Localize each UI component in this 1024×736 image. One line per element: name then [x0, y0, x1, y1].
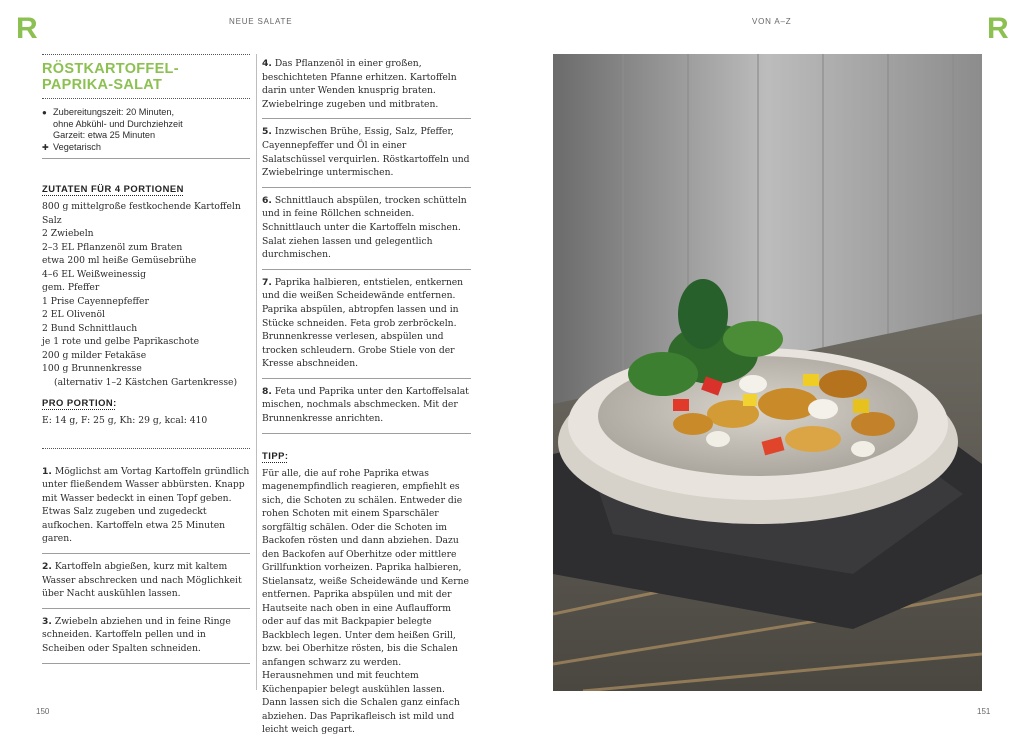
step-number: 4. — [262, 58, 272, 69]
ingredient-item: Salz — [42, 214, 62, 226]
step-number: 2. — [42, 561, 52, 573]
step-number: 5. — [262, 126, 272, 138]
divider — [42, 54, 250, 55]
step-text: Schnittlauch abspülen, trocken schütteln und in feine Röllchen schneiden. Schnittlauch unter die Kartoffeln mischen. Salat ziehen lassen und gelegentlich durchmischen. — [262, 194, 467, 261]
meta-text: Vegetarisch — [53, 141, 102, 152]
meta-text: ohne Abkühl- und Durchziehzeit — [53, 118, 183, 129]
ingredient-item: 200 g milder Fetakäse — [42, 349, 147, 361]
clock-icon: ● — [42, 108, 47, 117]
step-7 — [262, 270, 471, 378]
recipe-title — [42, 61, 250, 93]
ingredient-item: 4–6 EL Weißweinessig — [42, 268, 146, 280]
section-letter-right: R — [987, 12, 1009, 45]
portion-heading: PRO PORTION: — [42, 397, 117, 408]
meta-row — [42, 119, 250, 131]
tip-text: Für alle, die auf rohe Paprika etwas magenempfindlich reagieren, empfiehlt es sich, die Schoten zu schälen. Entweder die rohen Schoten mit einem Sparschäler sorgfältig schälen. Oder die Schoten im Backofen rösten und dann abziehen. Dazu den Backofen auf Oberhitze oder mittlere Grillfunktion vorheizen. Paprika halbieren, Stielansatz, weiße Scheidewände und Kerne entfernen. Paprika abspülen und mit der Hautseite nach oben in eine Auflaufform oder auf das mit Backpapier belegte Backblech legen. Unter dem heißen Grill, bzw. bei Oberhitze rösten, bis die Schalen anfangen schwarz zu werden. Herausnehmen und mit feuchtem Küchenpapier belegt auskühlen lassen. Dann lassen sich die Schalen ganz einfach abziehen. Das Paprikafleisch ist mild und leicht weich gegart. — [262, 467, 469, 736]
ingredients-heading: ZUTATEN FÜR 4 PORTIONEN — [42, 183, 184, 194]
step-number: 1. — [42, 465, 52, 477]
salad-photo — [553, 54, 982, 691]
step-number: 6. — [262, 194, 272, 206]
salad-bowl-illustration — [553, 54, 982, 691]
divider — [42, 663, 250, 664]
step-4 — [262, 54, 471, 118]
step-8 — [262, 379, 471, 433]
ingredient-item: (alternativ 1–2 Kästchen Gartenkresse) — [54, 376, 238, 388]
page-number-left: 150 — [36, 707, 50, 716]
meta-row — [42, 107, 250, 119]
portion-values: E: 14 g, F: 25 g, Kh: 29 g, kcal: 410 — [42, 415, 208, 426]
tip-heading: TIPP: — [262, 449, 289, 461]
ingredient-item: 2 Zwiebeln — [42, 228, 94, 239]
meta-spacer — [42, 130, 53, 142]
column-divider — [256, 54, 257, 690]
meta-row — [42, 130, 250, 142]
step-6 — [262, 188, 471, 269]
ingredient-item: 1 Prise Cayennepfeffer — [42, 295, 149, 307]
ingredient-item: 2–3 EL Pflanzenöl zum Braten — [42, 241, 183, 253]
recipe-meta — [42, 99, 250, 158]
step-text: Inzwischen Brühe, Essig, Salz, Pfeffer, Cayennepfeffer und Öl in einer Salatschüssel verquirlen. Röstkartoffeln und Zwiebelringe untermischen. — [262, 126, 470, 179]
recipe-title-line: RÖSTKARTOFFEL- — [42, 61, 179, 77]
step-2 — [42, 554, 250, 608]
ingredient-item: 800 g mittelgroße festkochende Kartoffeln — [42, 201, 241, 212]
meta-text: Garzeit: etwa 25 Minuten — [53, 130, 156, 140]
running-header-left: NEUE SALATE — [229, 17, 293, 26]
step-text: Möglichst am Vortag Kartoffeln gründlich unter fließendem Wasser abbürsten. Knapp mit Wasser bedeckt in einen Topf geben. Etwas Salz zugeben und zugedeckt aufkochen. Kartoffeln etwa 25 Minuten garen. — [42, 465, 250, 545]
step-text: Kartoffeln abgießen, kurz mit kaltem Wasser abschrecken und nach Möglichkeit über Nacht auskühlen lassen. — [42, 561, 242, 600]
running-header-right: VON A–Z — [752, 17, 792, 26]
step-1 — [42, 459, 250, 554]
ingredient-item: gem. Pfeffer — [42, 282, 100, 293]
step-text: Feta und Paprika unter den Kartoffelsalat mischen, nochmals abschmecken. Mit der Brunnenkresse anrichten. — [262, 385, 469, 425]
step-number: 7. — [262, 276, 272, 288]
recipe-title-line: PAPRIKA-SALAT — [42, 77, 163, 93]
recipe-column-left — [42, 54, 250, 664]
plus-icon: ✚ — [42, 142, 49, 152]
step-text: Das Pflanzenöl in einer großen, beschichteten Pfanne erhitzen. Kartoffeln darin unter Wenden knusprig braten. Zwiebelringe zugeben und mitbraten. — [262, 58, 457, 110]
meta-spacer — [42, 119, 53, 131]
step-text: Paprika halbieren, entstielen, entkernen und die weißen Scheidewände entfernen. Paprika abspülen, abtropfen lassen und in Stücke schneiden. Feta grob zerbröckeln. Brunnenkresse verlesen, abspülen und trocken schleudern. Grobe Stiele von der Kresse abschneiden. — [262, 276, 464, 370]
ingredients-list — [42, 200, 250, 389]
ingredient-item: je 1 rote und gelbe Paprikaschote — [42, 336, 200, 347]
step-number: 3. — [42, 615, 52, 627]
step-3 — [42, 609, 250, 663]
section-letter-left: R — [16, 12, 38, 45]
step-5 — [262, 119, 471, 186]
ingredient-item: 100 g Brunnenkresse — [42, 363, 142, 374]
ingredient-item: 2 Bund Schnittlauch — [42, 322, 138, 334]
ingredient-item: 2 EL Olivenöl — [42, 309, 105, 320]
recipe-column-middle — [262, 54, 471, 736]
meta-row — [42, 142, 250, 154]
step-number: 8. — [262, 385, 272, 397]
step-text: Zwiebeln abziehen und in feine Ringe schneiden. Kartoffeln pellen und in Scheiben oder Spalten schneiden. — [42, 615, 231, 655]
meta-text: Zubereitungszeit: 20 Minuten, — [53, 107, 175, 117]
page-number-right: 151 — [977, 707, 991, 716]
ingredient-item: etwa 200 ml heiße Gemüsebrühe — [42, 255, 197, 266]
